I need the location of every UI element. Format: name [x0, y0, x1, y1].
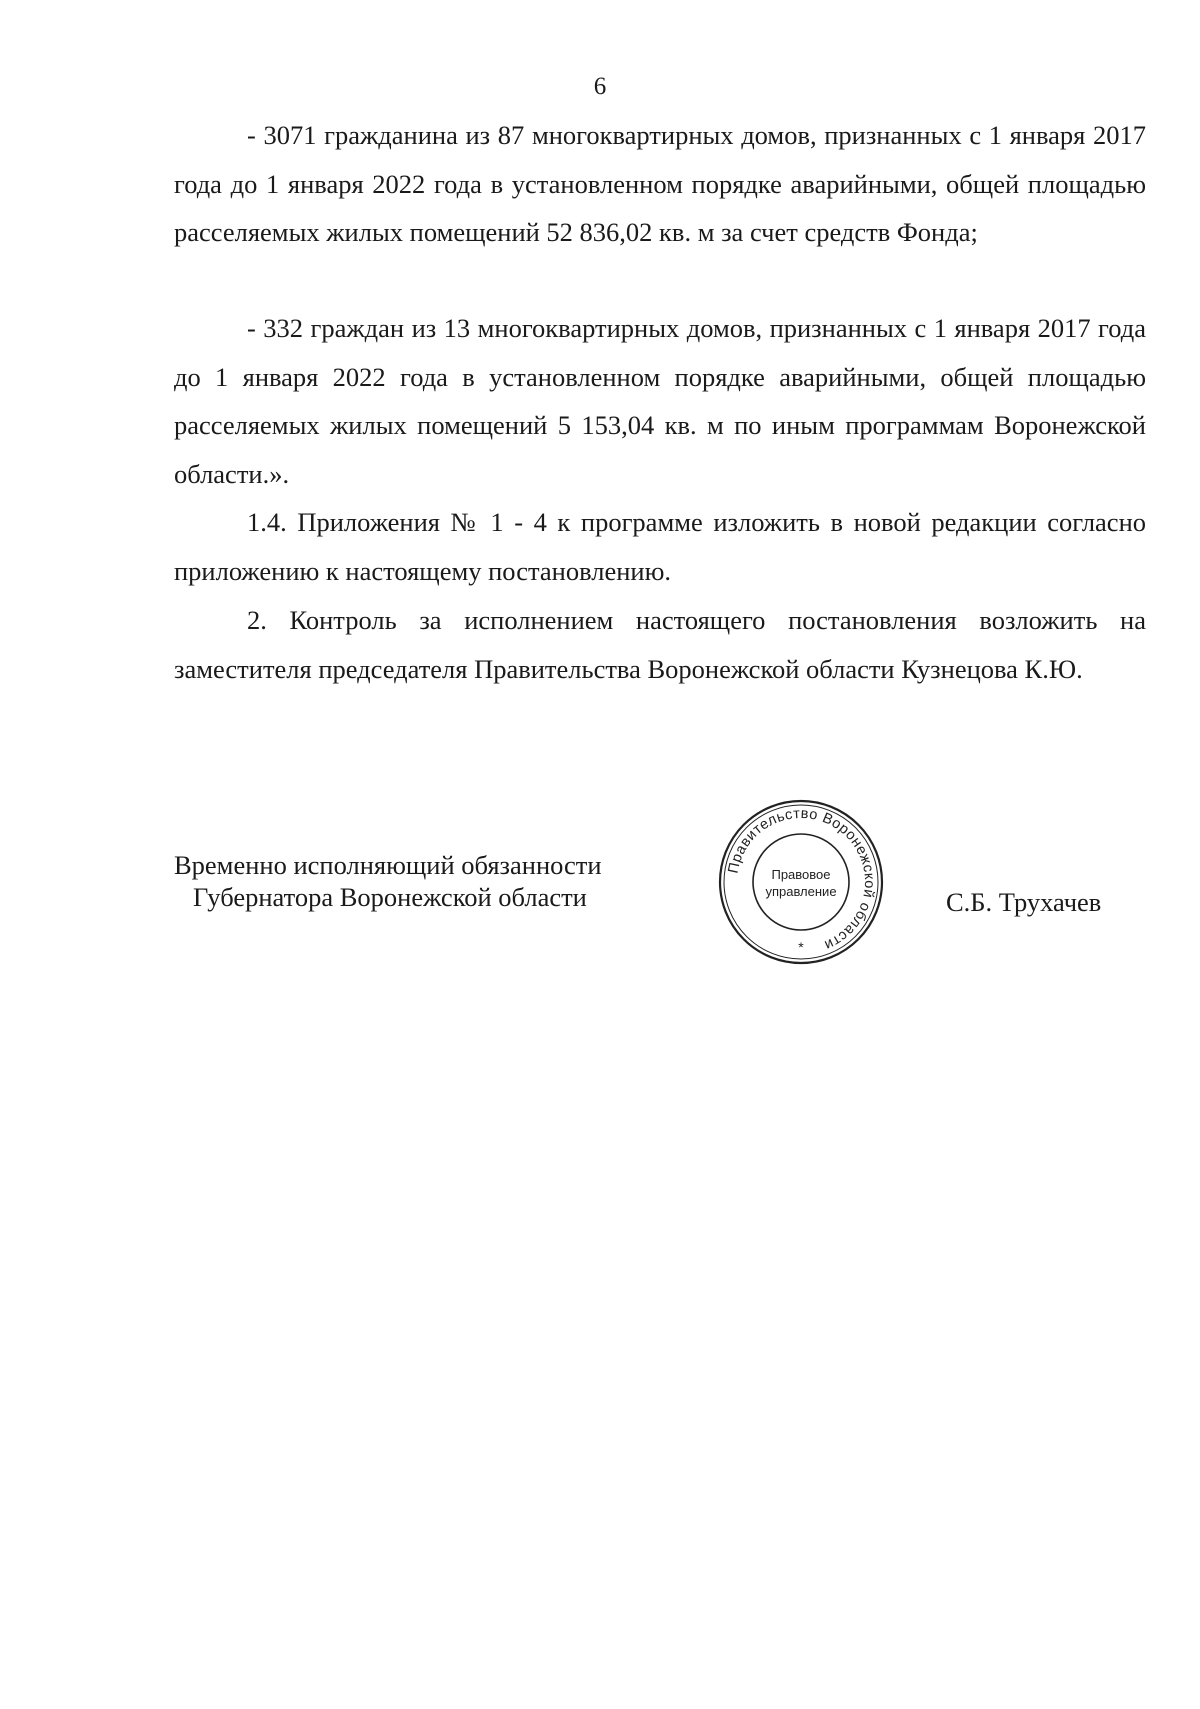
paragraph-appendices: 1.4. Приложения № 1 - 4 к программе изложить в новой редакции согласно приложению к настоящему постановлению.	[174, 507, 1146, 586]
stamp-star: *	[798, 939, 804, 955]
signatory-name: С.Б. Трухачев	[946, 887, 1102, 917]
signatory-title-line2: Губернатора Воронежской области	[193, 882, 587, 912]
stamp-inner-line1: Правовое	[771, 867, 831, 882]
paragraph-citizens-fund: - 3071 гражданина из 87 многоквартирных домов, признанных с 1 января 2017 года до 1 января 2022 года в установленном порядке аварийными, общей площадью расселяемых жилых помещений 52 836,02 кв. м за счет средств Фонда;	[174, 120, 1146, 247]
stamp-outer-text: Правительство Воронежской области	[725, 805, 878, 954]
signatory-title-line1: Временно исполняющий обязанности	[174, 850, 602, 880]
stamp-inner-line2: управление	[765, 884, 837, 899]
official-stamp	[716, 797, 886, 967]
page-number: 6	[593, 73, 607, 100]
paragraph-citizens-other-programs: - 332 граждан из 13 многоквартирных домов, признанных с 1 января 2017 года до 1 января 2022 года в установленном порядке аварийными, общей площадью расселяемых жилых помещений 5 153,04 кв. м по иным программам Воронежской области.».	[174, 313, 1146, 489]
paragraph-control: 2. Контроль за исполнением настоящего постановления возложить на заместителя председателя Правительства Воронежской области Кузнецова К.Ю.	[174, 605, 1146, 684]
stamp-seal-icon	[716, 797, 886, 967]
